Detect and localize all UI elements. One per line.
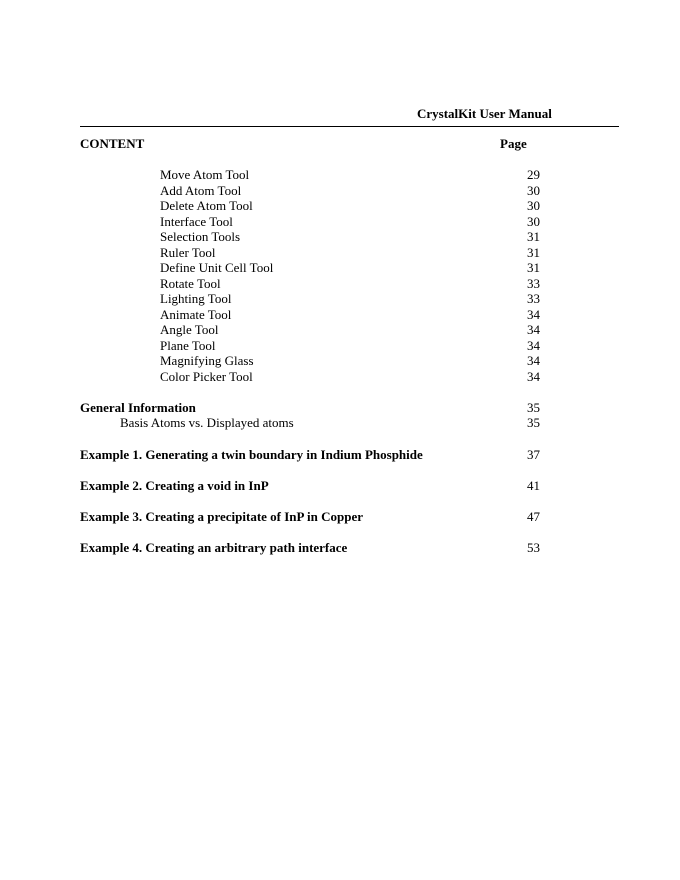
toc-entry-page: 34: [527, 338, 540, 353]
toc-entry-label: Move Atom Tool: [160, 167, 250, 182]
toc-entry-label: Ruler Tool: [160, 245, 216, 260]
toc-entry-delete-atom-tool[interactable]: [0, 198, 680, 214]
toc-section-page: 53: [527, 540, 540, 555]
toc-entry-label: Basis Atoms vs. Displayed atoms: [120, 415, 294, 430]
toc-section-label: General Information: [80, 400, 196, 415]
toc-entry-page: 34: [527, 369, 540, 384]
toc-entry-magnifying-glass[interactable]: [0, 353, 680, 369]
toc-section-label: Example 3. Creating a precipitate of InP in Copper: [80, 509, 363, 524]
toc-entry-label: Angle Tool: [160, 322, 219, 337]
toc-entry-page: 34: [527, 322, 540, 337]
toc-entry-interface-tool[interactable]: [0, 214, 680, 230]
toc-entry-label: Selection Tools: [160, 229, 241, 244]
toc-entry-animate-tool[interactable]: [0, 307, 680, 323]
toc-section-example-4[interactable]: [0, 540, 680, 556]
toc-section-general-information[interactable]: [0, 400, 680, 416]
page-column-heading: Page: [500, 136, 527, 151]
toc-entry-define-unit-cell-tool[interactable]: [0, 260, 680, 276]
toc-entry-page: 31: [527, 245, 540, 260]
toc-entry-label: Add Atom Tool: [160, 183, 242, 198]
document-title: CrystalKit User Manual: [417, 106, 552, 121]
toc-entry-lighting-tool[interactable]: [0, 291, 680, 307]
toc-entry-page: 30: [527, 214, 540, 229]
toc-entry-label: Magnifying Glass: [160, 353, 254, 368]
toc-entry-label: Rotate Tool: [160, 276, 221, 291]
toc-entry-ruler-tool[interactable]: [0, 245, 680, 261]
toc-entry-label: Plane Tool: [160, 338, 216, 353]
toc-entry-page: 29: [527, 167, 540, 182]
toc-entry-label: Animate Tool: [160, 307, 232, 322]
toc-entry-label: Interface Tool: [160, 214, 233, 229]
toc-section-label: Example 1. Generating a twin boundary in Indium Phosphide: [80, 447, 423, 462]
toc-entry-move-atom-tool[interactable]: [0, 167, 680, 183]
toc-entry-color-picker-tool[interactable]: [0, 369, 680, 385]
toc-entry-page: 31: [527, 229, 540, 244]
toc-entry-page: 34: [527, 307, 540, 322]
toc-section-example-2[interactable]: [0, 478, 680, 494]
toc-heading: CONTENT: [80, 136, 145, 151]
toc-entry-label: Define Unit Cell Tool: [160, 260, 274, 275]
toc-section-example-1[interactable]: [0, 447, 680, 463]
toc-entry-page: 33: [527, 276, 540, 291]
toc-entry-angle-tool[interactable]: [0, 322, 680, 338]
toc-entry-page: 30: [527, 183, 540, 198]
toc-section-page: 37: [527, 447, 540, 462]
toc-section-example-3[interactable]: [0, 509, 680, 525]
toc-entry-page: 33: [527, 291, 540, 306]
page-header: [0, 104, 680, 124]
toc-entry-selection-tools[interactable]: [0, 229, 680, 245]
toc-entry-page: 35: [527, 415, 540, 430]
header-rule: [80, 126, 619, 127]
toc-entry-label: Delete Atom Tool: [160, 198, 253, 213]
toc-section-page: 35: [527, 400, 540, 415]
toc-entry-page: 31: [527, 260, 540, 275]
toc-entry-rotate-tool[interactable]: [0, 276, 680, 292]
toc-entry-page: 34: [527, 353, 540, 368]
toc-entry-label: Lighting Tool: [160, 291, 232, 306]
toc-entry-add-atom-tool[interactable]: [0, 183, 680, 199]
toc-section-label: Example 4. Creating an arbitrary path interface: [80, 540, 348, 555]
toc-section-label: Example 2. Creating a void in InP: [80, 478, 269, 493]
toc-entry-page: 30: [527, 198, 540, 213]
toc-entry-label: Color Picker Tool: [160, 369, 253, 384]
toc-entry-basis-atoms[interactable]: [0, 415, 680, 431]
toc-entry-plane-tool[interactable]: [0, 338, 680, 354]
toc-section-page: 41: [527, 478, 540, 493]
toc-section-page: 47: [527, 509, 540, 524]
